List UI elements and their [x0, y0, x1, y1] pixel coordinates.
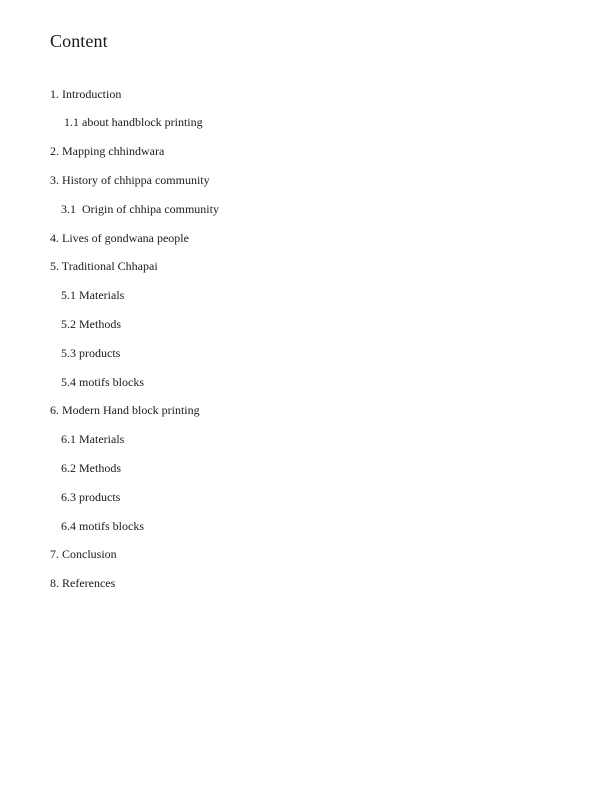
- toc-entry-introduction: 1. Introduction: [50, 87, 122, 101]
- toc-entry-modern-products: 6.3 products: [61, 490, 121, 504]
- toc-entry-traditional-motifs-blocks: 5.4 motifs blocks: [61, 375, 144, 389]
- toc-entry-modern-motifs-blocks: 6.4 motifs blocks: [61, 519, 144, 533]
- toc-entry-history-chhippa-community: 3. History of chhippa community: [50, 173, 210, 187]
- toc-entry-traditional-chhapai: 5. Traditional Chhapai: [50, 259, 158, 273]
- toc-entry-conclusion: 7. Conclusion: [50, 547, 117, 561]
- toc-entry-origin-chhipa-community: 3.1 Origin of chhipa community: [61, 202, 219, 216]
- toc-entry-traditional-methods: 5.2 Methods: [61, 317, 121, 331]
- toc-entry-mapping-chhindwara: 2. Mapping chhindwara: [50, 144, 165, 158]
- toc-entry-references: 8. References: [50, 576, 116, 590]
- toc-entry-modern-hand-block-printing: 6. Modern Hand block printing: [50, 403, 200, 417]
- toc-entry-modern-materials: 6.1 Materials: [61, 432, 125, 446]
- toc-entry-traditional-products: 5.3 products: [61, 346, 121, 360]
- toc-entry-about-handblock-printing: 1.1 about handblock printing: [64, 115, 203, 129]
- toc-entry-lives-gondwana-people: 4. Lives of gondwana people: [50, 231, 189, 245]
- toc-entry-modern-methods: 6.2 Methods: [61, 461, 121, 475]
- page-title: Content: [50, 31, 108, 51]
- toc-entry-traditional-materials: 5.1 Materials: [61, 288, 125, 302]
